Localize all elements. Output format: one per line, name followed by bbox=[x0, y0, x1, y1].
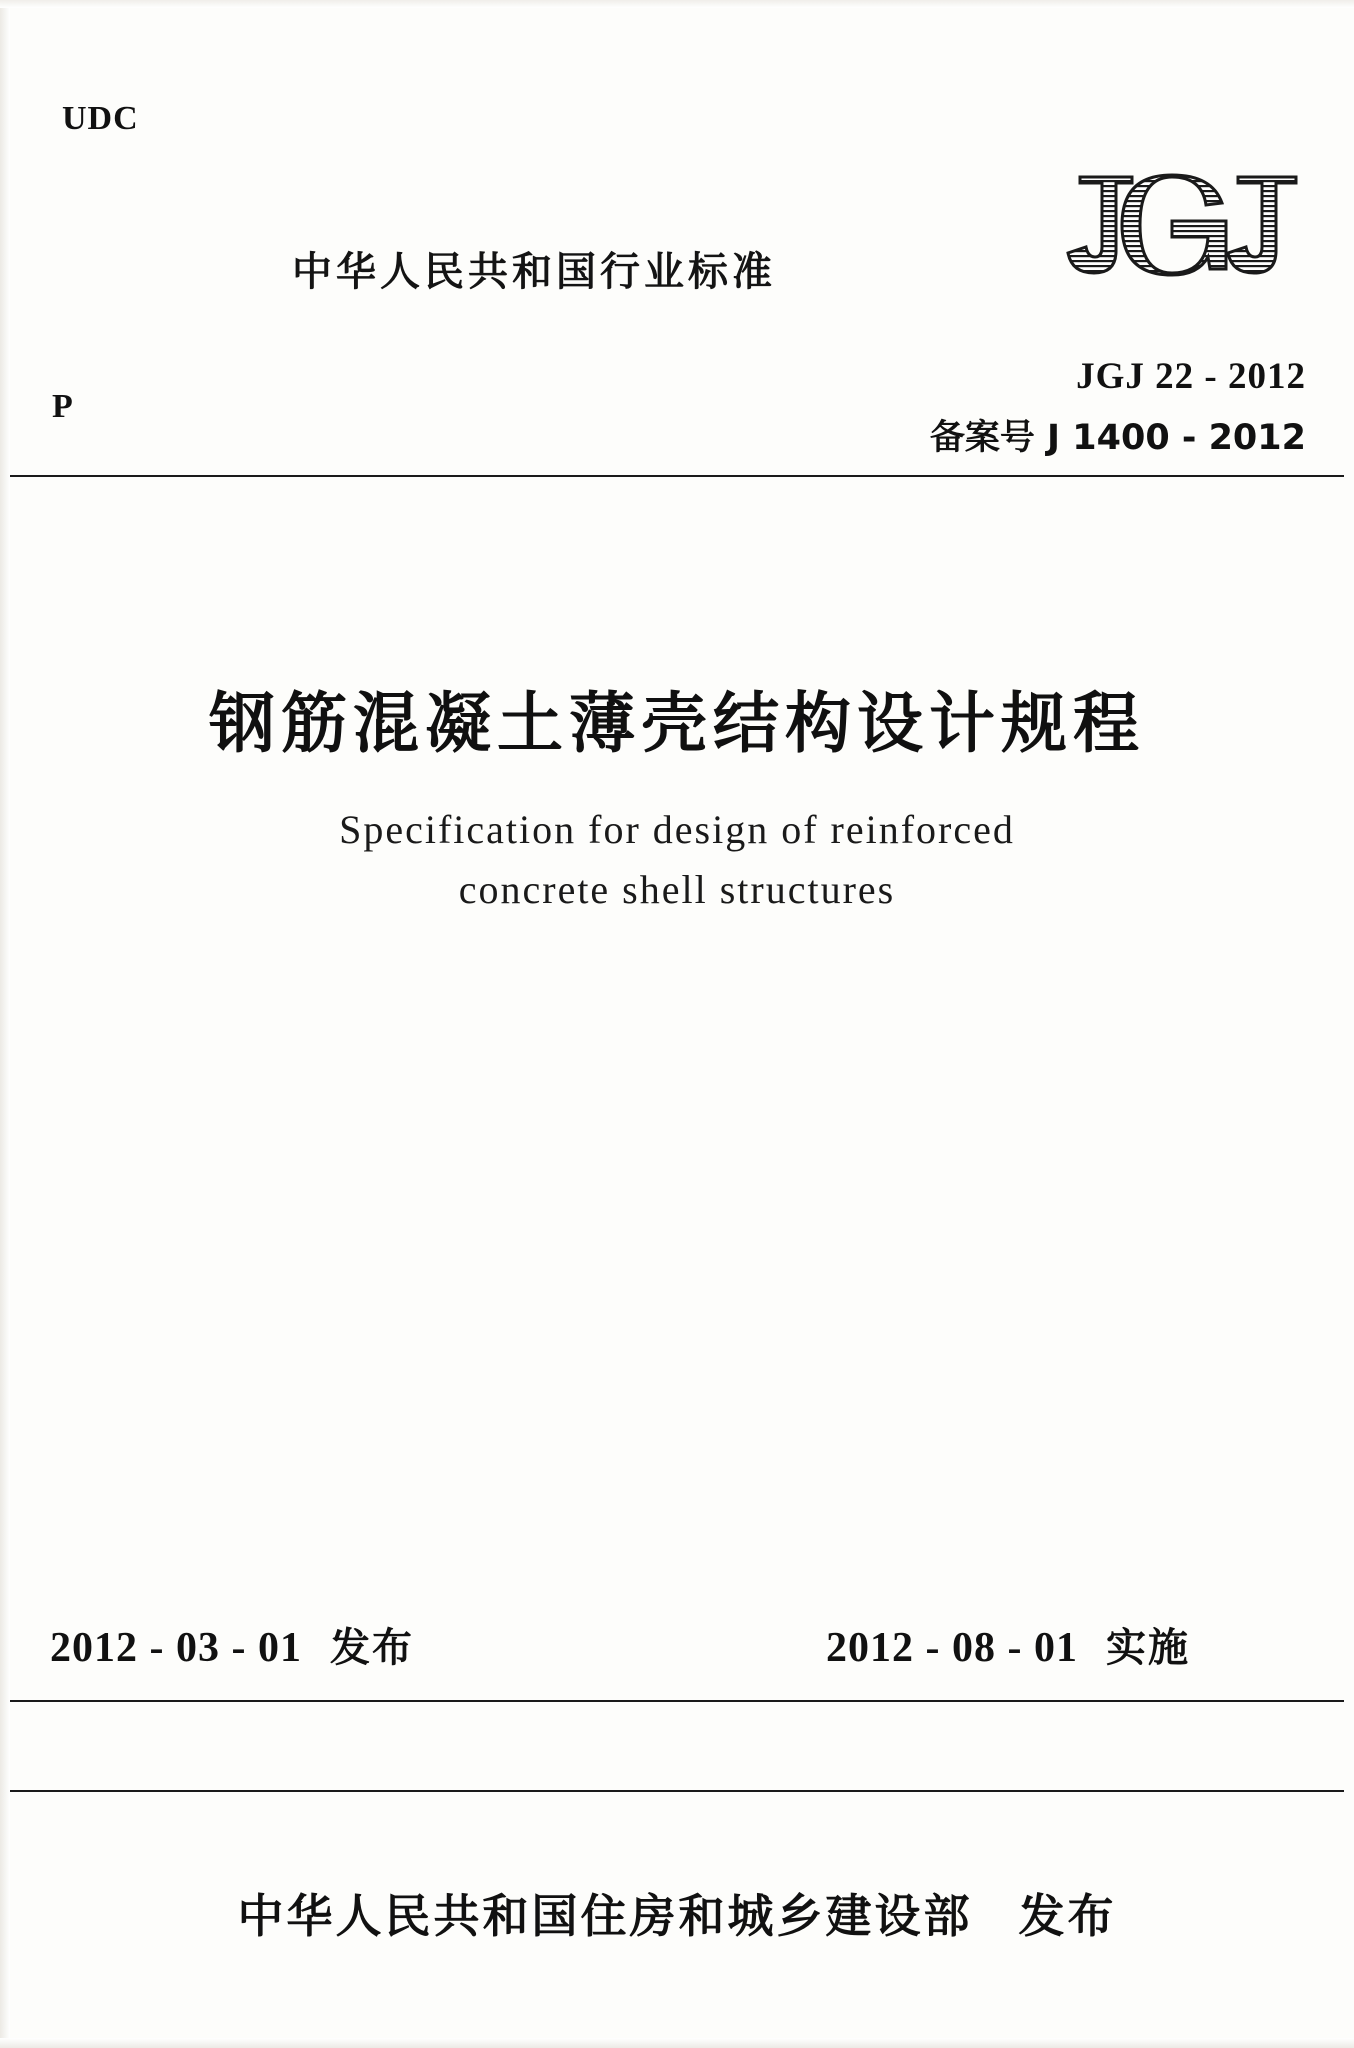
page-edge-left bbox=[0, 0, 10, 2048]
divider-top bbox=[10, 475, 1344, 477]
record-number: 备案号 J 1400 - 2012 bbox=[929, 418, 1306, 458]
jgj-logo-icon bbox=[1060, 165, 1310, 295]
effective-date: 2012 - 08 - 01 bbox=[826, 1625, 1078, 1671]
issue-date-group bbox=[50, 1616, 414, 1673]
issuing-authority-line: 中华人民共和国行业标准 bbox=[292, 249, 776, 295]
standard-number: JGJ 22 - 2012 bbox=[1076, 356, 1306, 397]
divider-middle bbox=[10, 1700, 1344, 1702]
document-title-en bbox=[0, 800, 1354, 920]
document-title-en-line1: Specification for design of reinforced bbox=[339, 807, 1015, 852]
effective-date-word: 实施 bbox=[1105, 1625, 1190, 1671]
issue-date: 2012 - 03 - 01 bbox=[50, 1625, 302, 1671]
publisher-line bbox=[0, 1880, 1354, 1946]
document-title-en-line2: concrete shell structures bbox=[458, 867, 896, 912]
effective-date-group bbox=[826, 1616, 1190, 1673]
issue-date-word: 发布 bbox=[329, 1625, 414, 1671]
publisher-issue-word: 发布 bbox=[1018, 1889, 1117, 1943]
publisher-name: 中华人民共和国住房和城乡建设部 bbox=[237, 1889, 973, 1943]
document-title-cn: 钢筋混凝土薄壳结构设计规程 bbox=[209, 685, 1145, 762]
page-edge-top bbox=[0, 0, 1354, 8]
classification-label: P bbox=[52, 388, 73, 425]
udc-label: UDC bbox=[62, 100, 139, 137]
page-edge-bottom bbox=[0, 2038, 1354, 2048]
divider-bottom bbox=[10, 1790, 1344, 1792]
